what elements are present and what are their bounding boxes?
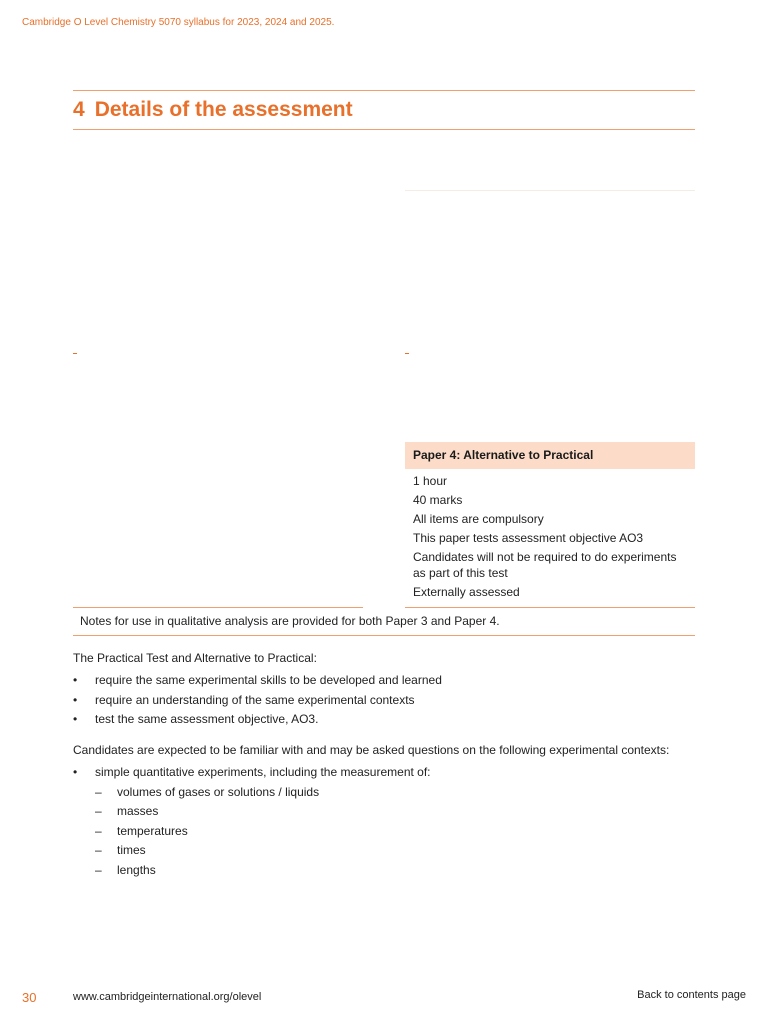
back-to-contents-link[interactable]: Back to contents page bbox=[637, 989, 746, 1001]
table-rule-left bbox=[73, 607, 363, 608]
bullet-icon: • bbox=[73, 765, 78, 779]
website-link[interactable]: www.cambridgeinternational.org/olevel bbox=[73, 991, 262, 1003]
bullet-icon: • bbox=[73, 673, 78, 687]
sub-item bbox=[95, 841, 431, 861]
bullet-text: require an understanding of the same experimental contexts bbox=[95, 692, 415, 707]
bullet-text: simple quantitative experiments, including the measurement of: bbox=[95, 765, 431, 779]
measurement-sublist bbox=[95, 783, 431, 881]
paper4-detail-item: Externally assessed bbox=[413, 585, 520, 599]
faint-divider bbox=[405, 190, 695, 191]
qualitative-analysis-note: Notes for use in qualitative analysis are provided for both Paper 3 and Paper 4. bbox=[80, 614, 500, 628]
sub-item-text: volumes of gases or solutions / liquids bbox=[117, 784, 320, 799]
paper4-detail-item: 40 marks bbox=[413, 493, 463, 507]
sub-item bbox=[95, 802, 431, 822]
dash-icon: – bbox=[95, 784, 102, 799]
bullet-item bbox=[73, 671, 442, 691]
sub-item-text: temperatures bbox=[117, 823, 188, 838]
sub-item bbox=[95, 822, 431, 842]
section-title bbox=[73, 98, 353, 122]
practical-bullets bbox=[73, 671, 442, 730]
paper4-table bbox=[405, 442, 695, 603]
sub-item bbox=[95, 861, 431, 881]
sub-item bbox=[95, 783, 431, 803]
running-header: Cambridge O Level Chemistry 5070 syllabus for 2023, 2024 and 2025. bbox=[22, 17, 335, 28]
paper4-detail-item: All items are compulsory bbox=[413, 512, 544, 526]
bullet-text: test the same assessment objective, AO3. bbox=[95, 712, 319, 726]
orange-tick bbox=[405, 353, 409, 354]
bullet-icon: • bbox=[73, 692, 78, 707]
dash-icon: – bbox=[95, 804, 102, 818]
section-top-rule bbox=[73, 90, 695, 91]
section-bottom-rule bbox=[73, 129, 695, 130]
dash-icon: – bbox=[95, 862, 102, 877]
paper4-heading: Paper 4: Alternative to Practical bbox=[405, 442, 695, 469]
paper4-detail-item: 1 hour bbox=[413, 474, 448, 488]
sub-item-text: times bbox=[117, 843, 146, 857]
bullet-icon: • bbox=[73, 712, 78, 726]
bullet-item bbox=[73, 710, 442, 730]
paper4-detail-item: This paper tests assessment objective AO3 bbox=[413, 531, 644, 545]
page-number: 30 bbox=[22, 990, 37, 1005]
contexts-intro: Candidates are expected to be familiar with and may be asked questions on the following experimental contexts: bbox=[73, 743, 670, 757]
table-rule-right bbox=[405, 607, 695, 608]
bullet-item bbox=[73, 763, 431, 880]
practical-intro: The Practical Test and Alternative to Practical: bbox=[73, 651, 317, 665]
table-bottom-rule bbox=[73, 635, 695, 636]
paper4-detail-item: Candidates will not be required to do experiments as part of this test bbox=[413, 550, 677, 580]
section-title-text: Details of the assessment bbox=[94, 98, 353, 121]
sub-item-text: masses bbox=[117, 804, 159, 818]
orange-tick bbox=[73, 353, 77, 354]
section-number: 4 bbox=[73, 98, 85, 121]
dash-icon: – bbox=[95, 843, 102, 857]
sub-item-text: lengths bbox=[117, 862, 156, 877]
dash-icon: – bbox=[95, 823, 102, 838]
paper4-details bbox=[405, 473, 695, 600]
bullet-item bbox=[73, 691, 442, 711]
bullet-text: require the same experimental skills to be developed and learned bbox=[95, 673, 442, 687]
contexts-bullets bbox=[73, 763, 431, 880]
